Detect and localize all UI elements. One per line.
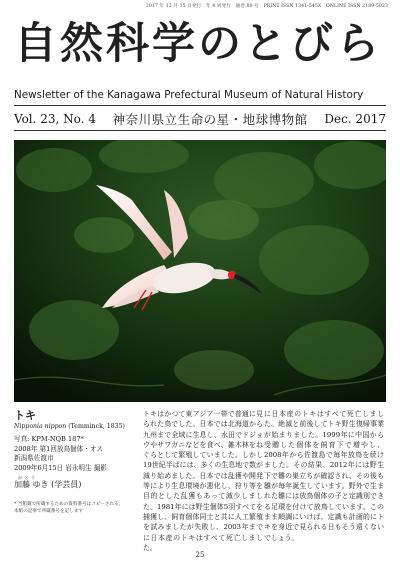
caption-line: 写真: KPM-NQB 187* [14, 435, 84, 443]
photo-caption [14, 409, 124, 516]
article-text: トキはかつて東アジア一帯で普通に見られた鳥でした。日本では北海道から九州まで全域に生息し、水田でドジョウやサワガニなどを食べ、雑木林をねぐらとして繁殖していました。しかし19世紀半ばには、多くの生息地で数が減り始めました。日本では乱獲や開発等により生息環境が悪化し、狩り等を目的とした乱獲もあって減少しました。1981年には野生個体5羽すべてを捕獲し、飼育個体同士と共に人工繁殖を試みましたが失敗し、2003年までに日本産のトキはすべて死亡しました。 [143, 410, 263, 552]
newsletter-title: 自然科学のとびら [14, 19, 382, 69]
author-name: 加藤 ゆき (学芸員) [14, 480, 82, 490]
species-name: トキ [14, 409, 36, 422]
authority: (Temminck, 1835) [68, 423, 125, 430]
header-rule-top [14, 105, 386, 106]
issue-date: Dec. 2017 [324, 111, 386, 126]
caption-line: 2009年6月15日 岩永明生 撮影 [14, 463, 107, 472]
volume-number: Vol. 23, No. 4 [14, 111, 96, 126]
publication-info: 2017 年 12 月 15 日発行 年 4 回発行 通巻 89 号 PRINT ISSN 1341-545X ONLINE ISSN 2189-5023 [145, 4, 388, 9]
caption-line: 新潟県佐渡市 [14, 454, 54, 463]
ibis-in-flight-illustration [14, 140, 386, 402]
caption-line: 2008年 第1回放鳥個体・オス [14, 444, 103, 453]
cover-photo-crested-ibis [14, 140, 386, 402]
header-rule-bottom [14, 130, 386, 131]
museum-name: 神奈川県立生命の星・地球博物館 [112, 111, 308, 127]
author-reading: か と う [18, 475, 36, 481]
issue-bar [14, 110, 386, 127]
article-column-1 [143, 409, 263, 554]
scientific-name: Nipponia nippon [14, 423, 67, 430]
article-text: に日本産のトキはすべて死亡しました。絶滅と前後してトキ野生復帰事業が始まりました。1999年に中国から受贈した個体を飼育下で増やし、2008年から佐渡島で毎年放鳥を続けました。その結果、2012年には野生下で雛の巣立ちが確認され、その後も雛が毎年誕生しています。野外で生まれた雛には放鳥個体の子と定識別できる足環を付けて放鳥しています。このまま順調にいけば、定識も計画的にトキを身近で見られる日もそう遠くないでしょう。 [264, 410, 384, 542]
newsletter-subtitle: Newsletter of the Kanagawa Prefectural Museum of Natural History [14, 89, 364, 101]
page-number: 25 [195, 551, 205, 559]
caption-footnote: * 当館蔵で所蔵するための資料番号はコピーされる。本紙の記事で所蔵番号を記します [14, 502, 124, 514]
article-column-2 [264, 409, 384, 554]
